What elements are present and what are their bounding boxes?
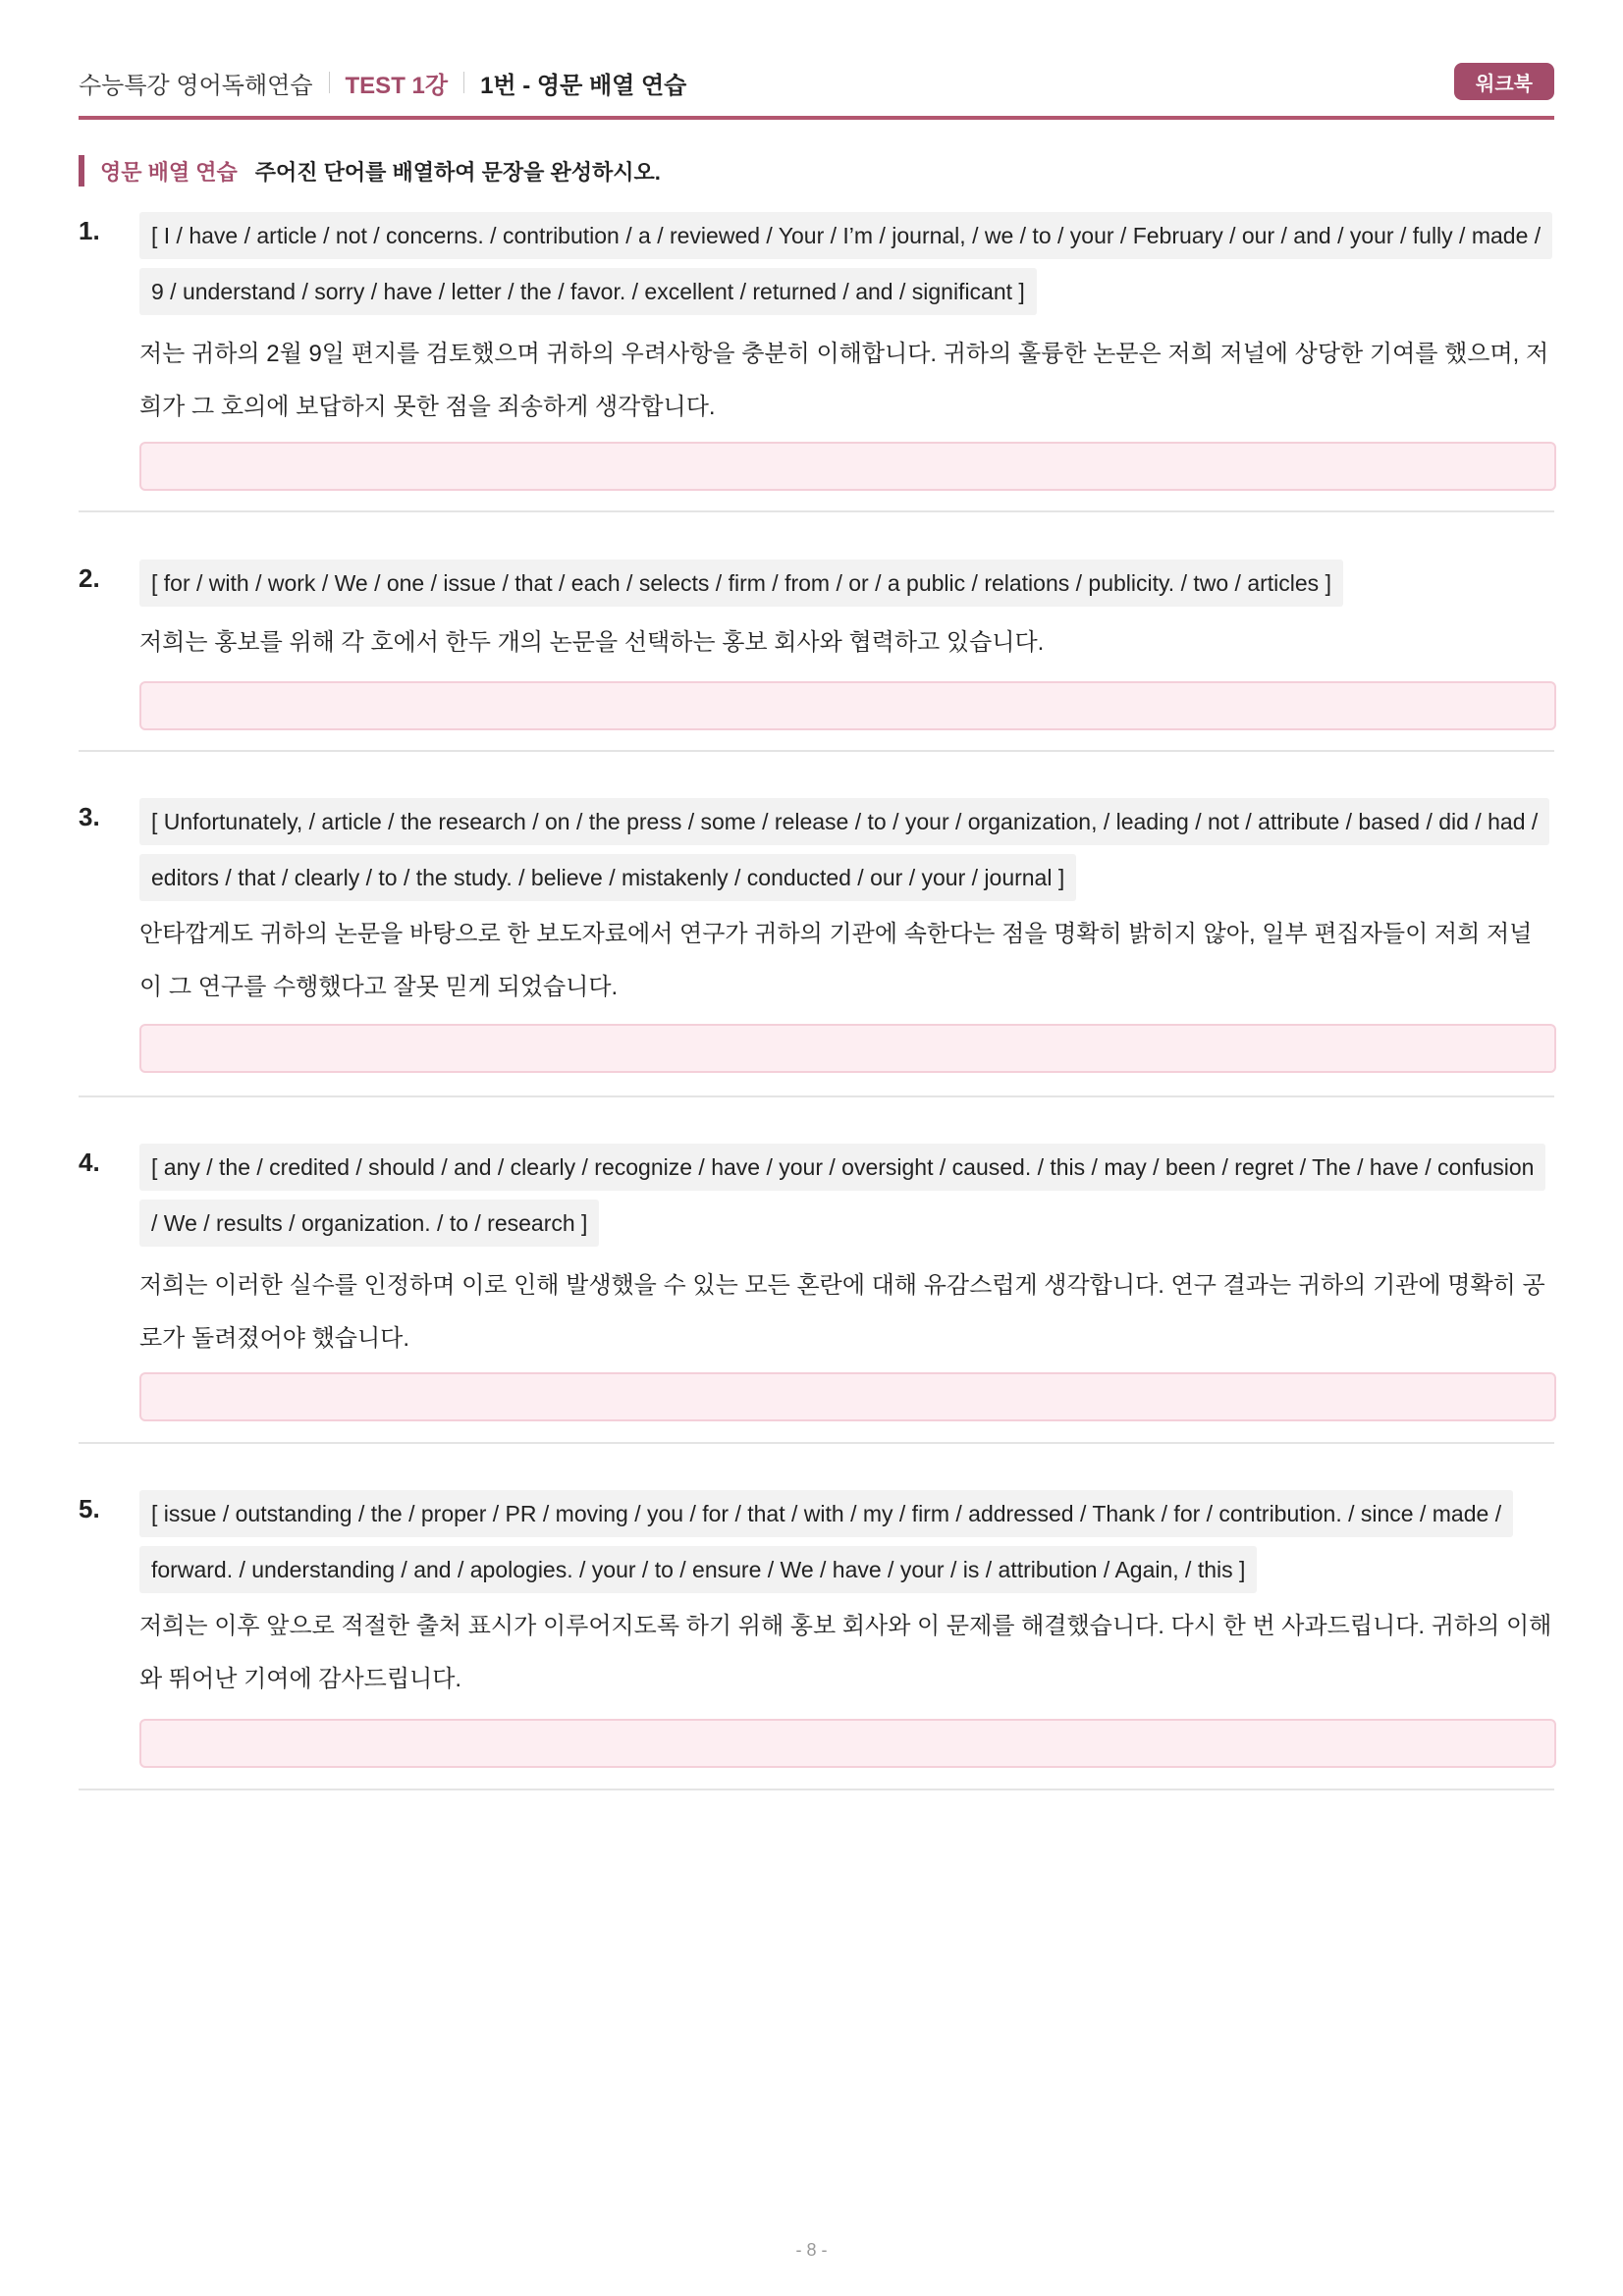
item-divider [79,750,1554,752]
item-number: 3. [79,802,100,831]
answer-field[interactable] [139,1372,1556,1421]
word-bank-text: [ any / the / credited / should / and / clearly / recognize / have / your / oversight / caused. / this / may / been / regret / The / have / confusion / We / results / organization. / to / research ] [139,1144,1545,1247]
word-bank [139,208,1543,320]
word-bank [139,556,1543,612]
section-label: 영문 배열 연습 [100,159,238,185]
book-title: 수능특강 영어독해연습 [79,72,313,99]
workbook-badge: 워크북 [1454,63,1554,100]
header-divider [329,72,330,93]
section-heading [79,155,661,187]
header-rule [79,116,1554,120]
item-divider [79,510,1554,512]
korean-translation: 저는 귀하의 2월 9일 편지를 검토했으며 귀하의 우려사항을 충분히 이해합니다. 귀하의 훌륭한 논문은 저희 저널에 상당한 기여를 했으며, 저희가 그 호의에 보답하지 못한 점을 죄송하게 생각합니다. [139,341,1549,420]
korean-translation: 저희는 홍보를 위해 각 호에서 한두 개의 논문을 선택하는 홍보 회사와 협력하고 있습니다. [139,629,1045,656]
header-divider [463,72,464,93]
section-accent-bar [79,155,84,187]
answer-field[interactable] [139,1719,1556,1768]
answer-field[interactable] [139,442,1556,491]
item-divider [79,1442,1554,1444]
item-number: 4. [79,1148,100,1177]
item-divider [79,1095,1554,1097]
word-bank-text: [ I / have / article / not / concerns. / contribution / a / reviewed / Your / I’m / journal, / we / to / your / February / our / and / your / fully / made / 9 / understand / sorry / have / letter / the / favor. / excellent / returned / and / significant ] [139,212,1552,315]
korean-translation: 저희는 이후 앞으로 적절한 출처 표시가 이루어지도록 하기 위해 홍보 회사와 이 문제를 해결했습니다. 다시 한 번 사과드립니다. 귀하의 이해와 뛰어난 기여에 감사드립니다. [139,1613,1552,1692]
korean-translation: 저희는 이러한 실수를 인정하며 이로 인해 발생했을 수 있는 모든 혼란에 대해 유감스럽게 생각합니다. 연구 결과는 귀하의 기관에 명확히 공로가 돌려졌어야 했습니다. [139,1272,1545,1352]
item-number: 5. [79,1494,100,1523]
item-divider [79,1789,1554,1790]
word-bank-text: [ Unfortunately, / article / the research / on / the press / some / release / to / your / organization, / leading / not / attribute / based / did / had / editors / that / clearly / to / the study. / believe / mistakenly / conducted / our / your / journal ] [139,798,1549,901]
korean-translation: 안타깝게도 귀하의 논문을 바탕으로 한 보도자료에서 연구가 귀하의 기관에 속한다는 점을 명확히 밝히지 않아, 일부 편집자들이 저희 저널이 그 연구를 수행했다고 잘못 믿게 되었습니다. [139,921,1533,1000]
section-instruction: 주어진 단어를 배열하여 문장을 완성하시오. [254,159,661,185]
answer-field[interactable] [139,681,1556,730]
word-bank [139,794,1543,906]
worksheet-page [79,0,1554,2296]
page-number: - 8 - [795,2240,828,2260]
page-header [79,61,1554,104]
word-bank-text: [ issue / outstanding / the / proper / PR / moving / you / for / that / with / my / firm / addressed / Thank / for / contribution. / since / made / forward. / understanding / and / apologies. / your / to / ensure / We / have / your / is / attribution / Again, / this ] [139,1490,1513,1593]
word-bank [139,1140,1543,1252]
answer-field[interactable] [139,1024,1556,1073]
word-bank [139,1486,1543,1598]
word-bank-text: [ for / with / work / We / one / issue / that / each / selects / firm / from / or / a public / relations / publicity. / two / articles ] [139,560,1343,607]
page-title: 1번 - 영문 배열 연습 [480,72,687,99]
item-number: 2. [79,563,100,593]
test-label: TEST 1강 [345,72,449,99]
item-number: 1. [79,216,100,245]
